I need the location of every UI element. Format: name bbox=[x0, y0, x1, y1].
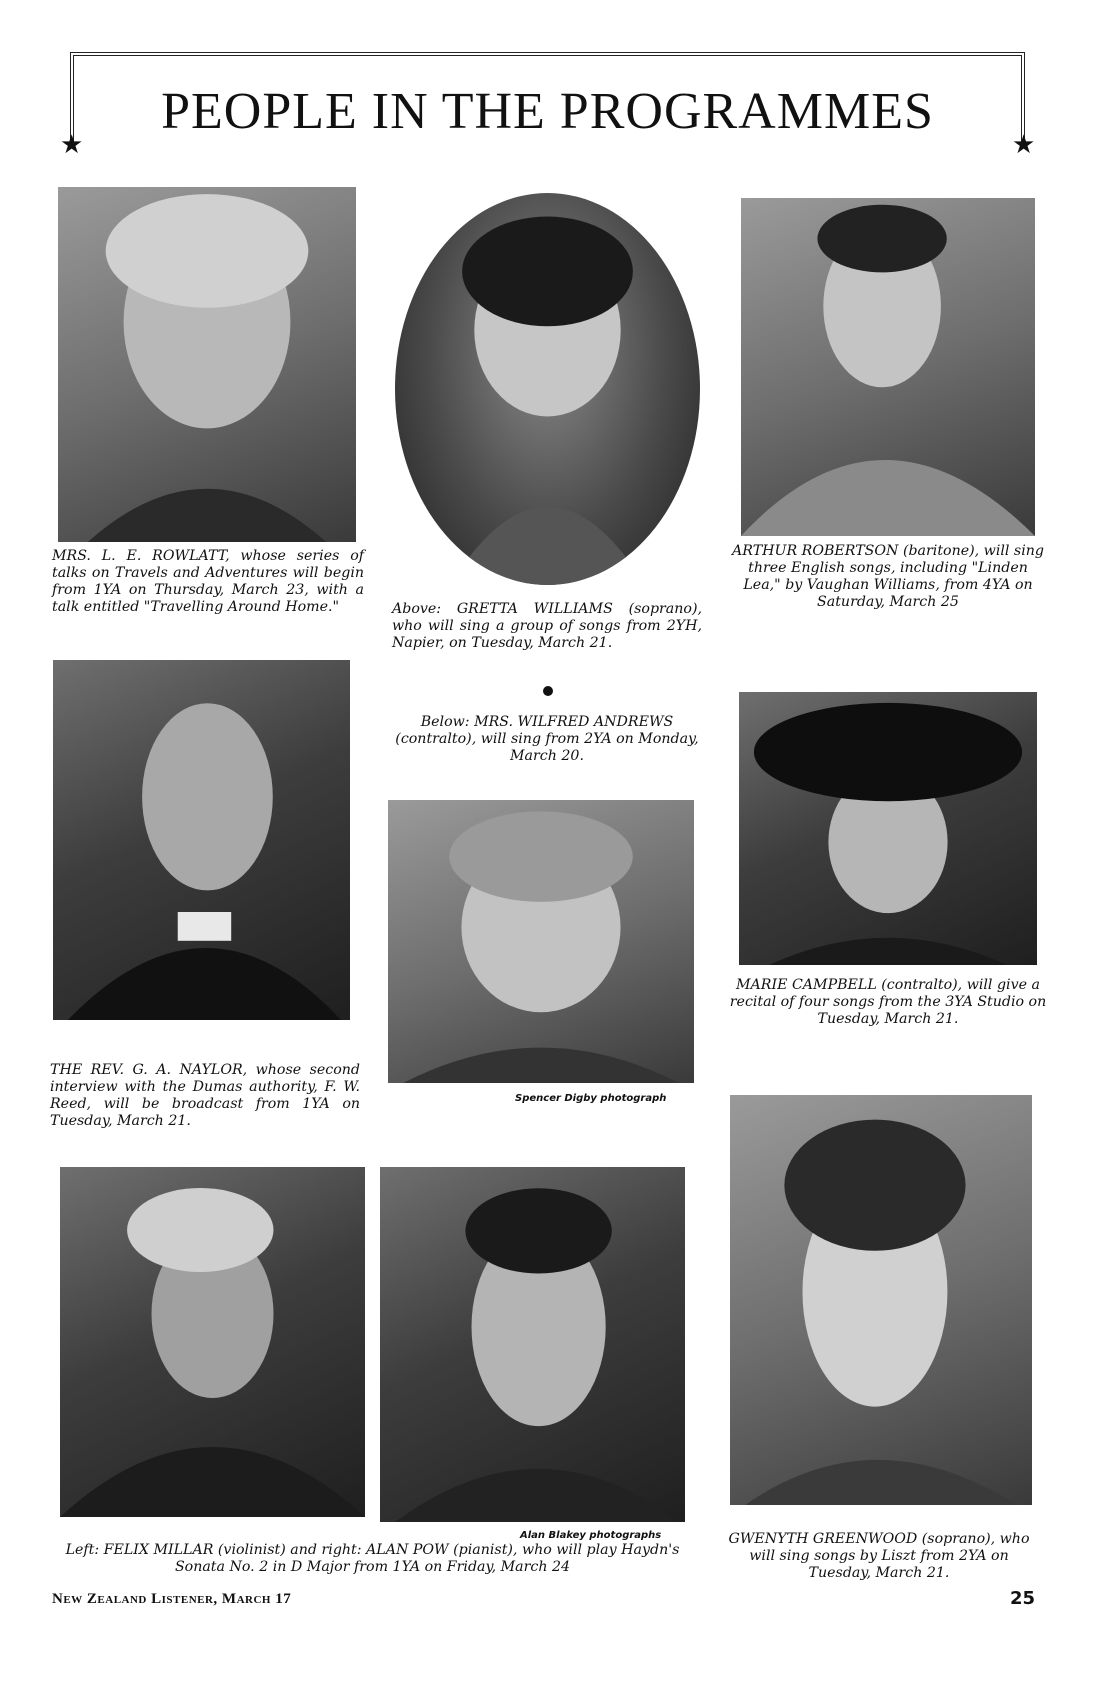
star-icon: ★ bbox=[1012, 130, 1036, 160]
caption-rev-naylor: THE REV. G. A. NAYLOR, whose second interview with the Dumas authority, F. W. Reed, will be broadcast from 1YA on Tuesday, March 21. bbox=[50, 1062, 360, 1129]
page-title: PEOPLE IN THE PROGRAMMES bbox=[161, 83, 934, 140]
photo-felix-millar bbox=[60, 1167, 365, 1517]
caption-andrews: Below: MRS. WILFRED ANDREWS (contralto), will sing from 2YA on Monday, March 20. bbox=[395, 714, 699, 764]
page-number: 25 bbox=[1010, 1588, 1036, 1609]
credit-spencer-digby: Spencer Digby photograph bbox=[515, 1093, 667, 1104]
credit-alan-blakey: Alan Blakey photographs bbox=[520, 1530, 662, 1541]
caption-millar-pow: Left: FELIX MILLAR (violinist) and right: ALAN POW (pianist), who will play Haydn's Sonata No. 2 in D Major from 1YA on Friday, March 24 bbox=[65, 1542, 680, 1575]
photo-alan-pow bbox=[380, 1167, 685, 1522]
caption-rowlatt: MRS. L. E. ROWLATT, whose series of talks on Travels and Adventures will begin from 1YA on Thursday, March 23, with a talk entitled "Travelling Around Home." bbox=[52, 548, 364, 615]
caption-arthur-robertson: ARTHUR ROBERTSON (baritone), will sing three English songs, including "Linden Lea," by Vaughan Williams, from 4YA on Saturday, March 25 bbox=[732, 543, 1044, 610]
photo-rev-naylor bbox=[53, 660, 350, 1020]
photo-wilfred-andrews bbox=[388, 800, 694, 1083]
caption-marie-campbell: MARIE CAMPBELL (contralto), will give a recital of four songs from the 3YA Studio on Tuesday, March 21. bbox=[729, 977, 1047, 1027]
publication-footer: New Zealand Listener, March 17 bbox=[52, 1591, 292, 1607]
photo-gwenyth-greenwood bbox=[730, 1095, 1032, 1505]
title-banner bbox=[70, 52, 1025, 144]
caption-gwenyth-greenwood: GWENYTH GREENWOOD (soprano), who will sing songs by Liszt from 2YA on Tuesday, March 21. bbox=[728, 1531, 1030, 1581]
photo-gretta-williams bbox=[395, 193, 700, 585]
photo-arthur-robertson bbox=[741, 198, 1035, 536]
bullet-dot bbox=[543, 686, 553, 696]
caption-gretta-williams: Above: GRETTA WILLIAMS (soprano), who will sing a group of songs from 2YH, Napier, on Tuesday, March 21. bbox=[392, 601, 702, 651]
photo-marie-campbell bbox=[739, 692, 1037, 965]
star-icon: ★ bbox=[60, 130, 84, 160]
photo-rowlatt bbox=[58, 187, 356, 542]
